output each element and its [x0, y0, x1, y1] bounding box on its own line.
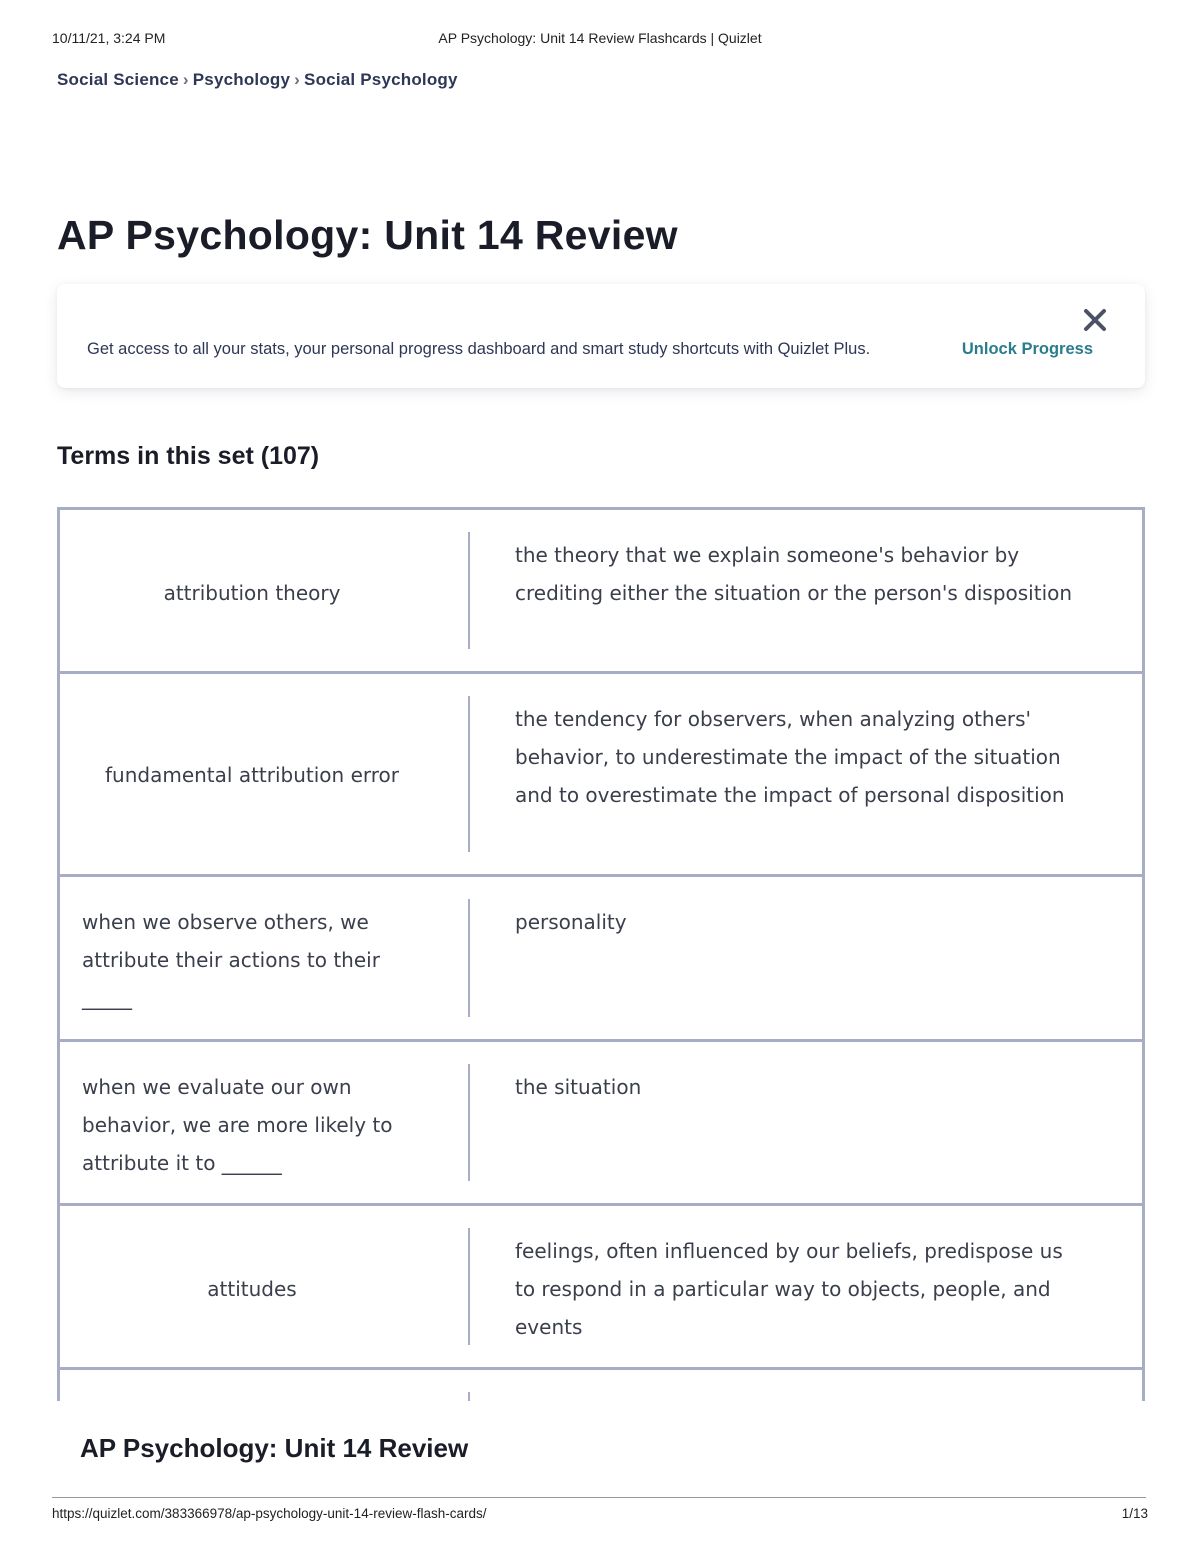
- terms-list: [57, 507, 1145, 1401]
- breadcrumb-item-psychology[interactable]: Psychology: [192, 70, 291, 89]
- card-divider: [468, 1228, 470, 1345]
- print-page-number: 1/13: [1121, 1506, 1148, 1521]
- terms-heading: Terms in this set (107): [57, 442, 320, 470]
- card-term: fundamental attribution error: [105, 763, 399, 787]
- print-datetime: 10/11/21, 3:24 PM: [52, 30, 166, 46]
- page-title: AP Psychology: Unit 14 Review: [57, 212, 678, 258]
- term-card[interactable]: [57, 1203, 1145, 1367]
- promo-banner: [57, 284, 1145, 388]
- card-definition: feelings, often influenced by our beliefs, predispose us to respond in a particular way to objects, people, and events: [515, 1239, 1063, 1339]
- card-divider: [468, 696, 470, 852]
- print-document-title: AP Psychology: Unit 14 Review Flashcards | Quizlet: [438, 30, 762, 46]
- term-card[interactable]: [57, 671, 1145, 874]
- card-divider: [468, 1064, 470, 1181]
- breadcrumb-separator: ›: [182, 70, 189, 89]
- card-term: attribution theory: [163, 581, 341, 605]
- term-card-partial[interactable]: [57, 1367, 1145, 1401]
- print-footer-rule: [52, 1497, 1146, 1498]
- card-divider: [468, 1392, 470, 1401]
- sticky-footer-title: AP Psychology: Unit 14 Review: [80, 1433, 469, 1463]
- breadcrumb: [57, 70, 458, 90]
- promo-message: Get access to all your stats, your personal progress dashboard and smart study shortcuts with Quizlet Plus.: [87, 340, 871, 358]
- card-definition: personality: [515, 910, 627, 934]
- unlock-progress-link[interactable]: Unlock Progress: [961, 340, 1093, 358]
- breadcrumb-separator: ›: [294, 70, 301, 89]
- card-term: when we observe others, we attribute their actions to their _____: [82, 910, 380, 1010]
- breadcrumb-item-social-psychology[interactable]: Social Psychology: [304, 70, 458, 89]
- card-divider: [468, 532, 470, 649]
- term-card[interactable]: [57, 874, 1145, 1039]
- print-footer: [52, 1506, 1148, 1524]
- term-card[interactable]: [57, 1039, 1145, 1203]
- card-definition: the theory that we explain someone's behavior by crediting either the situation or the person's disposition: [515, 543, 1073, 605]
- card-definition: the tendency for observers, when analyzing others' behavior, to underestimate the impact of the situation and to overestimate the impact of personal disposition: [515, 707, 1065, 807]
- print-url: https://quizlet.com/383366978/ap-psychology-unit-14-review-flash-cards/: [52, 1506, 487, 1521]
- card-term: when we evaluate our own behavior, we are more likely to attribute it to ______: [82, 1075, 393, 1175]
- print-header: [52, 30, 1148, 50]
- card-definition: the situation: [515, 1075, 642, 1099]
- term-card[interactable]: [57, 507, 1145, 671]
- card-divider: [468, 899, 470, 1017]
- breadcrumb-item-social-science[interactable]: Social Science: [57, 70, 179, 89]
- card-term: attitudes: [207, 1277, 297, 1301]
- close-icon[interactable]: [1081, 306, 1109, 334]
